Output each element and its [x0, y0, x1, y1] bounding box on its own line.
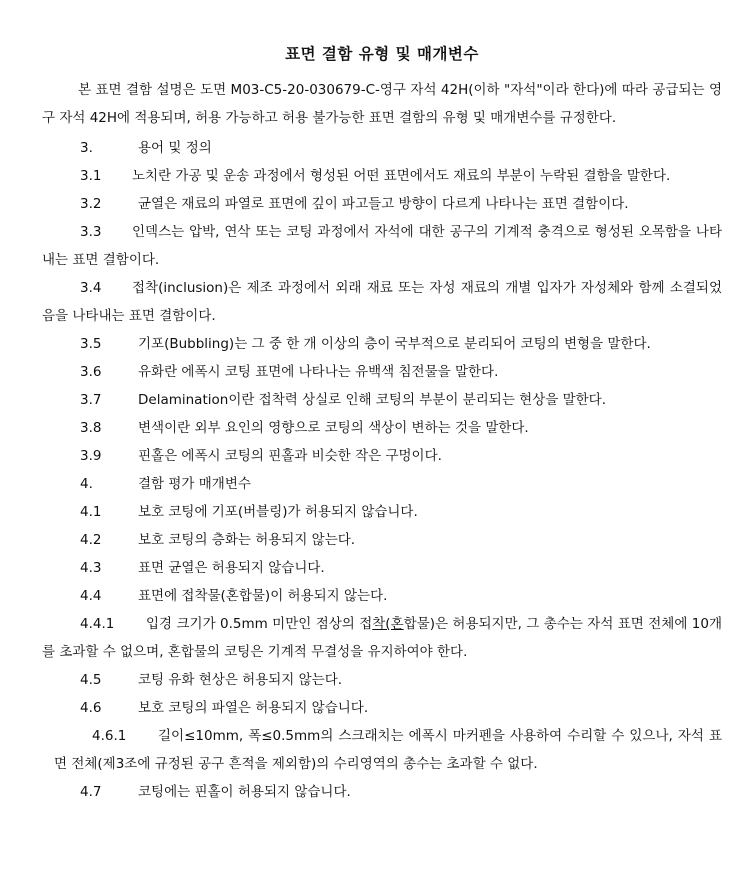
definition-item: [42, 386, 722, 414]
parameter-item: [42, 666, 722, 694]
item-text: 핀홀은 에폭시 코팅의 핀홀과 비슷한 작은 구멍이다.: [138, 448, 442, 464]
parameter-item: [42, 554, 722, 582]
item-text: 인덱스는 압박, 연삭 또는 코팅 과정에서 자석에 대한 공구의 기계적 충격으로 형성된 오목함을 나타내는 표면 결함이다.: [42, 224, 722, 268]
definition-item: [42, 162, 722, 190]
item-text: 코팅에는 핀홀이 허용되지 않습니다.: [138, 784, 351, 800]
item-text: 합물)은 허용되지만, 그 총수는 자석 표면 전체에 10개를 초과할 수 없으며, 혼합물의 코팅은 기계적 무결성을 유지하여야 한다.: [42, 616, 722, 660]
definition-item: [42, 414, 722, 442]
item-number: 3.8: [80, 420, 102, 436]
definition-item: [42, 274, 722, 330]
item-text: 길이≤10mm, 폭≤0.5mm의 스크래치는 에폭시 마커펜을 사용하여 수리할 수 있으나, 자석 표면 전체(제3조에 규정된 공구 흔적을 제외함)의 수리영역의 총수는 초과할 수 없다.: [54, 728, 722, 772]
page-title: 표면 결함 유형 및 매개변수: [285, 45, 479, 63]
item-number: 4.4.1: [80, 616, 115, 632]
item-number: 4.1: [80, 504, 102, 520]
item-text: Delamination이란 접착력 상실로 인해 코팅의 부분이 분리되는 현상을 말한다.: [138, 392, 607, 408]
item-text: 입경 크기가 0.5mm 미만인 점상의 접: [146, 616, 373, 632]
item-number: 3.6: [80, 364, 102, 380]
parameter-subitem: [42, 722, 722, 778]
parameter-item: [42, 498, 722, 526]
parameter-subitem: [42, 610, 722, 666]
item-number: 4.4: [80, 588, 102, 604]
item-text: 보호 코팅의 층화는 허용되지 않는다.: [138, 532, 356, 548]
item-number: 4.6.1: [92, 728, 127, 744]
item-text: 접착(inclusion)은 제조 과정에서 외래 재료 또는 자성 재료의 개별 입자가 자성체와 함께 소결되었음을 나타내는 표면 결함이다.: [42, 280, 722, 324]
definition-item: [42, 442, 722, 470]
item-text: 표면에 접착물(혼합물)이 허용되지 않는다.: [138, 588, 388, 604]
intro-paragraph: 본 표면 결함 설명은 도면 M03-C5-20-030679-C-영구 자석 42H(이하 "자석"이라 한다)에 따라 공급되는 영구 자석 42H에 적용되며, 허용 가능하고 허용 불가능한 표면 결함의 유형 및 매개변수를 규정한다.: [42, 82, 722, 126]
definition-item: [42, 218, 722, 274]
item-text: 변색이란 외부 요인의 영향으로 코팅의 색상이 변하는 것을 말한다.: [138, 420, 529, 436]
item-text: 보호 코팅의 파열은 허용되지 않습니다.: [138, 700, 369, 716]
section-3-heading: [42, 134, 722, 162]
item-text-underlined: 착(혼: [372, 616, 404, 632]
definition-item: [42, 358, 722, 386]
definition-item: [42, 330, 722, 358]
item-number: 4.5: [80, 672, 102, 688]
parameter-item: [42, 526, 722, 554]
item-number: 4.2: [80, 532, 102, 548]
item-text: 기포(Bubbling)는 그 중 한 개 이상의 층이 국부적으로 분리되어 코팅의 변형을 말한다.: [138, 336, 651, 352]
item-text: 균열은 재료의 파열로 표면에 깊이 파고들고 방향이 다르게 나타나는 표면 결함이다.: [138, 196, 629, 212]
item-text: 노치란 가공 및 운송 과정에서 형성된 어떤 표면에서도 재료의 부분이 누락된 결함을 말한다.: [132, 168, 671, 184]
item-text: 유화란 에폭시 코팅 표면에 나타나는 유백색 침전물을 말한다.: [138, 364, 499, 380]
item-number: 4.7: [80, 784, 102, 800]
section-heading: 결함 평가 매개변수: [138, 476, 251, 492]
item-number: 3.3: [80, 224, 102, 240]
item-text: 코팅 유화 현상은 허용되지 않는다.: [138, 672, 343, 688]
section-4-heading: [42, 470, 722, 498]
section-number: 4.: [80, 476, 93, 492]
item-number: 3.7: [80, 392, 102, 408]
item-text: 표면 균열은 허용되지 않습니다.: [138, 560, 325, 576]
item-number: 3.9: [80, 448, 102, 464]
parameter-item: [42, 694, 722, 722]
parameter-item: [42, 582, 722, 610]
item-number: 3.5: [80, 336, 102, 352]
section-heading: 용어 및 정의: [138, 140, 212, 156]
parameter-item: [42, 778, 722, 806]
item-number: 4.3: [80, 560, 102, 576]
section-number: 3.: [80, 140, 93, 156]
item-text: 보호 코팅에 기포(버블링)가 허용되지 않습니다.: [138, 504, 418, 520]
item-number: 3.1: [80, 168, 102, 184]
item-number: 3.2: [80, 196, 102, 212]
item-number: 4.6: [80, 700, 102, 716]
definition-item: [42, 190, 722, 218]
item-number: 3.4: [80, 280, 102, 296]
